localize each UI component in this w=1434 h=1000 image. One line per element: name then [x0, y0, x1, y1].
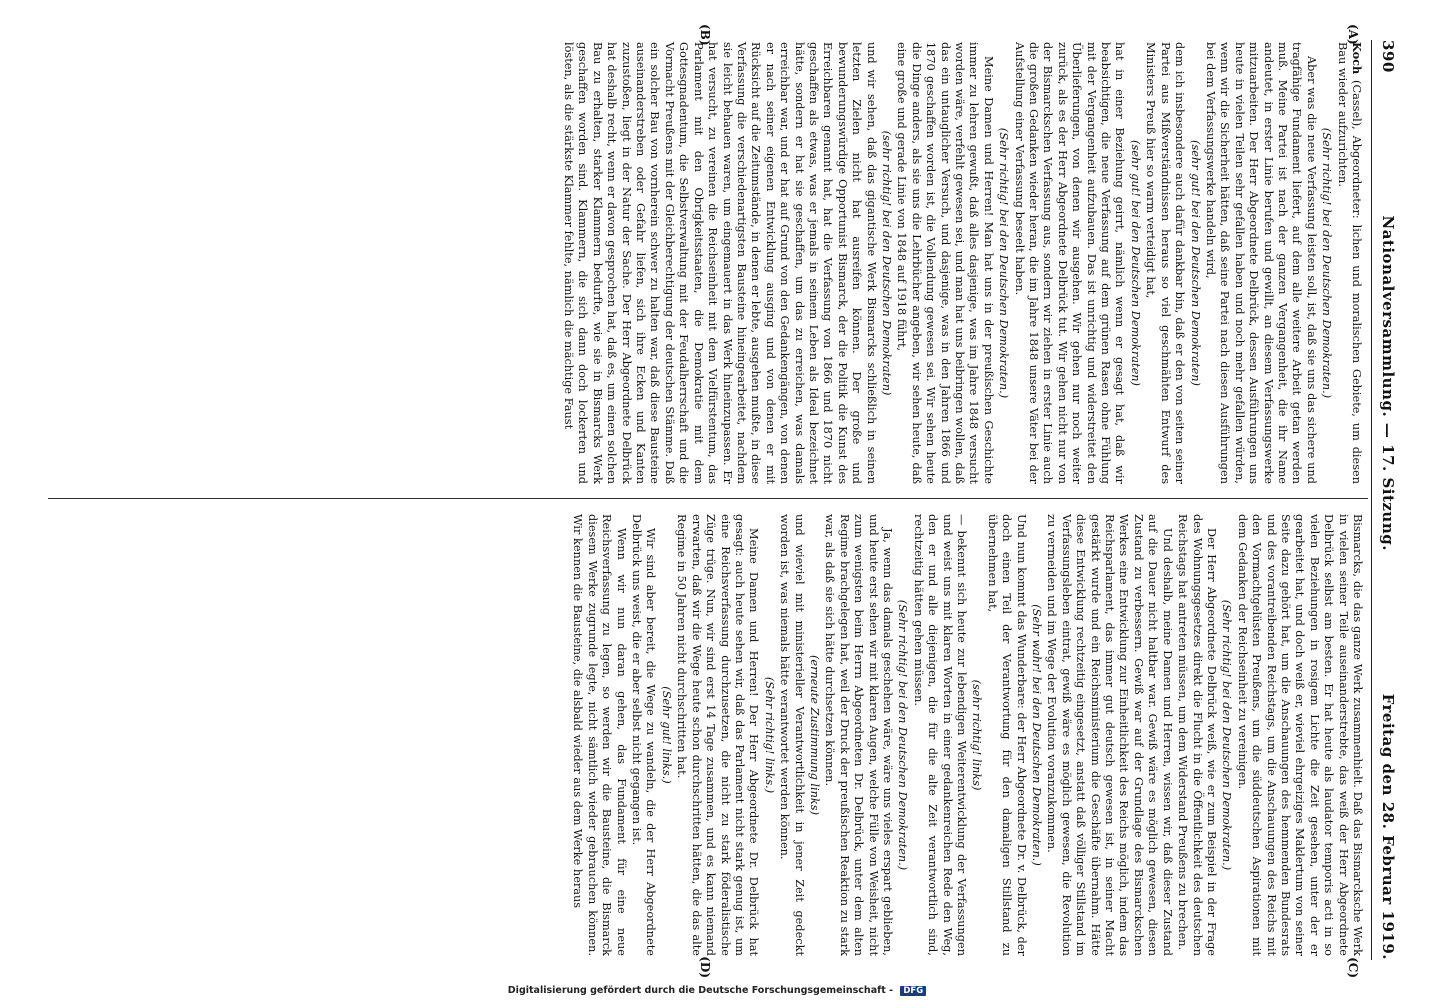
- interjection: [895, 514, 909, 956]
- paragraph: [1334, 42, 1364, 484]
- paragraph-text: (Sehr gut! links.): [659, 686, 673, 784]
- paragraph-text: dem ich insbesondere auch dafür dankbar bin, daß er den von seiten seiner Partei aus Mißverständnissen heraus so viel geschmähten Entwurf des Ministers Preuß hier so warm verteidigt hat,: [1144, 42, 1187, 484]
- paragraph-text: (Sehr richtig! bei den Deutschen Demokraten.): [896, 599, 910, 871]
- interjection: [761, 514, 775, 956]
- paragraph-text: Ja, wenn das damals geschehen wäre, wäre uns vieles erspart geblieben, und heute erst sehen wir mit klaren Augen, welche Fülle von Weisheit, nicht zum wenigsten beim Herrn Abgeordneten Dr. Delbrück, unter dem alten Regime brachgelegen hat, weil der Druck der preußischen Reaktion zu stark war, als daß sie sich hätte durchsetzen können.: [823, 514, 894, 956]
- paragraph: [910, 514, 968, 956]
- paragraph-text: Der Herr Abgeordnete Delbrück weiß, wie er zum Beispiel in der Frage des Wohnungsgesetzes direkt die Flucht in die Öffentlichkeit des deutschen Reichstags hat antreten müssen, um dem Widerstand Preußens zu brechen.: [1176, 514, 1218, 956]
- paragraph-text: (Cassel), Abgeordneter: lichen und moralischen Gebiete, um diesen Bau wieder aufzurichten.: [1335, 42, 1363, 484]
- paragraph-text: (Sehr richtig! bei den Deutschen Demokraten.): [1220, 599, 1234, 871]
- digitization-footer: [0, 985, 1434, 996]
- paragraph-text: (sehr gut! bei den Deutschen Demokraten): [1128, 140, 1142, 386]
- dfg-logo: DFG: [900, 986, 926, 996]
- paragraph-text: (sehr gut! bei den Deutschen Demokraten): [1188, 140, 1202, 386]
- paragraph-text: (Sehr richtig! bei den Deutschen Demokraten.): [997, 127, 1011, 399]
- paragraph-text: Wenn wir nun daran gehen, das Fundament für eine neue Reichsverfassung zu legen, so werden wir die Bausteine, die Bismarck diesem Werke zugrunde legte, nicht sämtlich wieder gebrauchen können. Wir kennen die Bausteine, die alsbald wieder aus dem Werke heraus: [571, 514, 628, 956]
- document-page: [22, 20, 1412, 980]
- interjection: [807, 514, 821, 956]
- page-title: Nationalversammlung. — 17. Sitzung.: [1379, 215, 1397, 551]
- paragraph: [629, 514, 658, 956]
- margin-letter-a: (A): [1346, 24, 1360, 45]
- paragraph: [1203, 42, 1318, 484]
- paragraph: [561, 42, 878, 484]
- paragraph: [984, 514, 1027, 956]
- paragraph: [1175, 514, 1218, 956]
- paragraph-text: Und nun kommt das Wunderbare: der Herr Abgeordnete Dr. v. Delbrück, der doch einen Teil der Verantwortung für den damaligen Stillstand zu übernehmen hat,: [985, 514, 1028, 956]
- header-rule: [1371, 40, 1372, 960]
- paragraph-text: Wir sind aber bereit, die Wege zu wandeln, die der Herr Abgeordnete Delbrück uns weist, die er aber selbst nicht gegangen ist.: [630, 514, 658, 956]
- paragraph-text: — bekennt sich heute zur lebendigen Weiterentwicklung der Verfassungen und weist uns mit klaren Worten in einer gedankenreichen Rede den Weg, den er und alle diejenigen, die für die alte Zeit verantwortlich sind, rechtzeitig hätten gehen müssen.: [911, 514, 969, 956]
- paragraph-text: Meine Damen und Herren! Der Herr Abgeordnete Dr. Delbrück hat gesagt: auch heute sehen wir, daß das Parlament nicht stark genug ist, um eine Reichsverfassung durchzusetzen, die nicht zu stark föderalistische Züge trüge. Nun, wir sind erst 14 Tage zusammen, und es kann niemand erwarten, daß wir die Wege heute schon durchschritten hätten, die das alte Regime in 50 Jahren nicht durchschritten hat.: [675, 514, 761, 956]
- paragraph-text: Und deshalb, meine Damen und Herren, wissen wir, daß dieser Zustand auf die Dauer nicht haltbar war. Gewiß wäre es möglich gewesen, diesen Zustand zu verbessern. Gewiß war auf der Grundlage des Bismarckschen Werkes eine Entwicklung zur Einheitlichkeit des Reichs möglich, indem das Reichsparlament, das immer gut deutsch gewesen ist, in seiner Macht gestärkt wurde und ein Reichsministerium die Geschäfte übernahm. Hätte diese Entwicklung rechtzeitig eingesetzt, anstatt daß völliger Stillstand im Verfassungsleben eintrat, gewiß wäre es möglich gewesen, die Revolution zu vermeiden und im Wege der Evolution voranzukommen.: [1045, 514, 1174, 956]
- interjection: [879, 42, 893, 484]
- right-column: [48, 514, 1364, 956]
- paragraph-text: und wieviel mit ministerieller Verantwortlichkeit in jener Zeit gedeckt worden ist, was niemals hätte verantwortet werden können.: [778, 514, 806, 956]
- paragraph: [1044, 514, 1174, 956]
- margin-letter-c: (C): [1346, 957, 1360, 978]
- paragraph-text: (Sehr wahr! bei den Deutschen Demokraten.): [1030, 604, 1044, 866]
- interjection: [1187, 42, 1201, 484]
- interjection: [996, 42, 1010, 484]
- interjection: [1128, 42, 1142, 484]
- paragraph-text: hat in einer Beziehung geirrt, nämlich wenn er gesagt hat, daß wir beabsichtigen, die neue Verfassung auf dem grünen Rasen ohne Fühlung mit der Vergangenheit aufzubauen. Das ist unrichtig und widerstreitet den Überlieferungen, von denen wir ausgehen. Wir gehen nur noch weiter zurück, als es der Herr Abgeordnete Delbrück tut. Wir gehen nicht nur von der Bismarckschen Verfassung aus, sondern wir ziehen in erster Linie auch die großen Gedanken wieder heran, die im Jahre 1848 unsere Väter bei der Aufstellung einer Verfassung beseelt haben.: [1012, 42, 1127, 484]
- column-divider: [48, 498, 1368, 499]
- interjection: [969, 514, 983, 956]
- paragraph-text: Meine Damen und Herren! Man hat uns in der preußischen Geschichte immer zu lehren gewußt, daß alles dasjenige, was im Jahre 1848 versucht worden wäre, verfehlt gewesen sei, und man hat uns beibringen wollen, daß das ein untauglicher Versuch, und dasjenige, was in den Jahren 1866 und 1870 geschaffen worden ist, die Vollendung gewesen sei. Wir sehen heute die Dinge anders, als sie uns die Lehrbücher angeben, wir sehen heute, daß eine große und gerade Linie von 1848 auf 1918 führt,: [895, 42, 995, 484]
- paragraph-text: Bismarcks, die das ganze Werk zusammenhielt. Daß das Bismarcksche Werk in vielen seiner Teile auseinanderstrebte, das weiß der Herr Abgeordnete Delbrück selbst am besten. Er hat heute als laudator temporis acti in so vielen Beziehungen in rosigem Lichte die Zeit gesehen, unter der er gearbeitet hat, und doch weiß er, wieviel ehrgeiziges Maklertum von seiner Seite dazu gehört hat, um die Anschauungen des hemmenden Bundesrats und des vorantreibenden Reichstags, um die Anschauungen des Reichs mit den Vormachtgelüsten Preußens, um die süddeutschen Aspirationen mit dem Gedanken der Reichseinheit zu vereinigen.: [1235, 514, 1364, 956]
- page-number: 390: [1379, 40, 1397, 73]
- page-header: [1376, 40, 1400, 960]
- paragraph: [777, 514, 806, 956]
- paragraph: [674, 514, 760, 956]
- paragraph-text: (sehr richtig! bei den Deutschen Demokraten): [880, 130, 893, 396]
- margin-letter-d: (D): [698, 956, 712, 978]
- paragraph: [1011, 42, 1126, 484]
- interjection: [659, 514, 673, 956]
- interjection: [1319, 42, 1333, 484]
- paragraph-text: (Sehr richtig! links.): [762, 676, 776, 794]
- paragraph-text: (Sehr richtig! bei den Deutschen Demokraten.): [1320, 127, 1334, 399]
- paragraph-text: Aber was die neue Verfassung leisten soll, ist, daß sie uns das sichere und tragfähige Fundament liefert, auf dem alle weitere Arbeit getan werden muß. Meine Partei ist nach der ganzen Vergangenheit, die ihr Name andeutet, in erster Linie berufen und gewillt, an diesem Verfassungswerke mitzuarbeiten. Der Herr Abgeordnete Delbrück, dessen Ausführungen uns heute in vielen Teilen sehr gefallen haben und noch mehr gefallen würden, wenn wir die Sicherheit hätten, daß seine Partei nach diesen Ausführungen bei dem Verfassungswerke handeln wird,: [1203, 42, 1318, 484]
- paragraph-text: und wir sehen, daß das gigantische Werk Bismarcks schließlich in seinen letzten Zielen nicht hat ausreifen können. Der große und bewunderungswürdige Opportunist Bismarck, der die Politik die Kunst des Erreichbaren genannt hat, hat die Verfassung von 1866 und 1870 nicht geschaffen als etwas, was er jemals in seinem Leben als Ideal bezeichnet hätte, sondern er hat sie geschaffen, um das zu erreichen, was damals erreichbar war, und er hat auf Grund von den Gedankengängen, von denen er nach seiner eigenen Entwicklung ausging und von denen er mit Rücksicht auf die Zeitumstände, in denen er lebte, ausgehen mußte, in diese Verfassung die verschiedenartigsten Bausteine hineingearbeitet, nachdem sie leicht behauen waren, um eingemauert in das Werk hineinzupassen. Er hat versucht, zu vereinen die Reichseinheit mit dem Vielfürstentum, das Parlament mit den Obrigkeitsstaaten, die Demokratie mit dem Gottesgnadentum, die Selbstverwaltung mit der Feudalherrschaft und die Vormacht Preußens mit der Gleichberechtigung der deutschen Stämme. Daß ein solcher Bau von vornherein schwer zu halten war, daß diese Bausteine auseinanderstreben oder Gefahr liefen, sich ihre Ecken und Kanten zuzustoßen, liegt in der Natur der Sache. Der Herr Abgeordnete Delbrück hat deshalb recht, wenn er davon gesprochen hat, daß es, um einen solchen Bau zu erhalten, starker Klammern bedurfte, wie sie in Bismarcks Werk geschaffen worden sind. Klammern, die sich dann doch lockerten und lösten, als die stärkste Klammer fehlte, nämlich die mächtige Faust: [562, 42, 878, 484]
- footer-text: Digitalisierung gefördert durch die Deutsche Forschungsgemeinschaft -: [507, 985, 894, 996]
- paragraph: [822, 514, 894, 956]
- paragraph: [894, 42, 995, 484]
- speaker-name: Koch: [1350, 42, 1364, 75]
- paragraph: [1234, 514, 1364, 956]
- paragraph-text: (sehr richtig! links): [970, 679, 984, 791]
- paragraph: [570, 514, 628, 956]
- margin-letter-b: (B): [698, 24, 712, 46]
- paragraph-text: (erneute Zustimmung links): [807, 655, 821, 815]
- left-column: [48, 42, 1364, 484]
- session-date: Freitag den 28. Februar 1919.: [1379, 693, 1397, 960]
- interjection: [1029, 514, 1043, 956]
- paragraph: [1143, 42, 1186, 484]
- interjection: [1219, 514, 1233, 956]
